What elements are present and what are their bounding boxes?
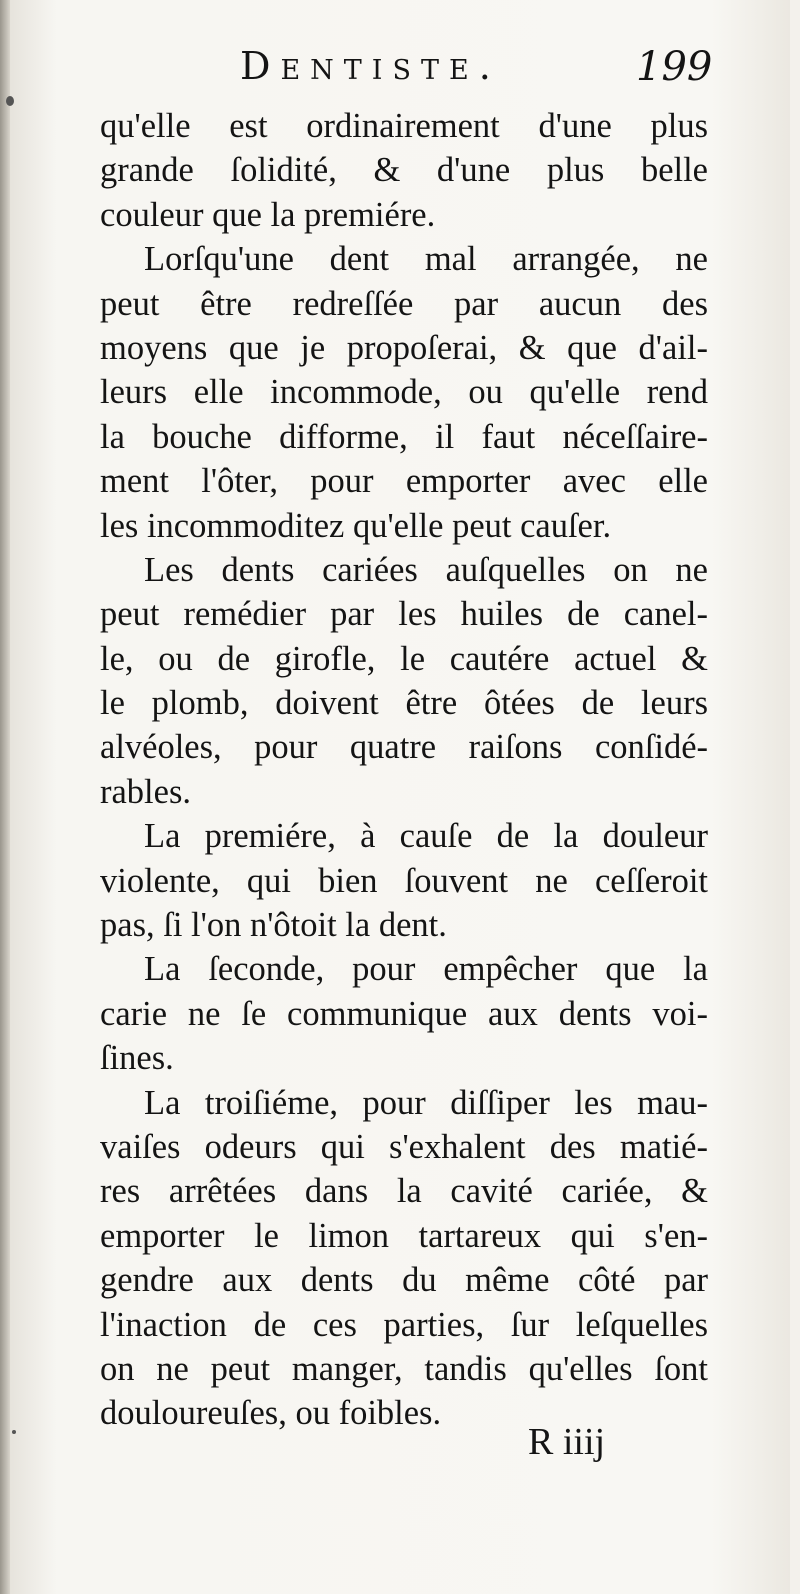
text-line: Lorſqu'une dent mal arrangée, ne bbox=[144, 240, 708, 279]
text-line: moyens que je propoſerai, & que d'ail- bbox=[100, 328, 708, 367]
text-line: ſines. bbox=[100, 1039, 174, 1078]
text-line: qu'elle est ordinairement d'une plus bbox=[100, 107, 708, 145]
text-line: vaiſes odeurs qui s'exhalent des matié- bbox=[100, 1127, 708, 1166]
text-line: ment l'ôter, pour emporter avec elle bbox=[100, 462, 708, 501]
paragraph bbox=[100, 237, 708, 548]
text-line: gendre aux dents du même côté par bbox=[100, 1261, 708, 1300]
paragraph bbox=[100, 814, 708, 947]
text-line: Les dents cariées auſquelles on ne bbox=[144, 550, 708, 589]
paragraph bbox=[100, 947, 708, 1080]
text-line: la bouche difforme, il faut néceſſaire- bbox=[100, 417, 708, 456]
text-line: pas, ſi l'on n'ôtoit la dent. bbox=[100, 906, 447, 945]
text-line: violente, qui bien ſouvent ne ceſſeroit bbox=[100, 861, 708, 900]
text-line: La premiére, à cauſe de la douleur bbox=[144, 817, 708, 856]
text-line: carie ne ſe communique aux dents voi- bbox=[100, 994, 708, 1033]
signature-mark: R iiij bbox=[528, 1421, 606, 1463]
text-line: peut remédier par les huiles de canel- bbox=[100, 595, 708, 634]
text-line: alvéoles, pour quatre raiſons conſidé- bbox=[100, 728, 708, 767]
text-line: le plomb, doivent être ôtées de leurs bbox=[100, 684, 708, 723]
text-line: emporter le limon tartareux qui s'en- bbox=[100, 1216, 708, 1255]
page-header bbox=[0, 44, 800, 104]
text-line: rables. bbox=[100, 772, 192, 811]
text-line: l'inaction de ces parties, ſur leſquelles bbox=[100, 1305, 708, 1344]
text-line: res arrêtées dans la cavité cariée, & bbox=[100, 1172, 708, 1211]
text-line: grande ſolidité, & d'une plus belle bbox=[100, 151, 708, 190]
text-line: La ſeconde, pour empêcher que la bbox=[144, 950, 708, 989]
text-line: leurs elle incommode, ou qu'elle rend bbox=[100, 373, 708, 412]
margin-speck bbox=[12, 1430, 16, 1434]
body-text bbox=[100, 104, 708, 1436]
page-edge bbox=[0, 0, 10, 1594]
margin-speck bbox=[6, 96, 14, 106]
text-line: douloureuſes, ou foibles. bbox=[100, 1394, 442, 1433]
text-line: peut être redreſſée par aucun des bbox=[100, 284, 708, 323]
text-line: couleur que la premiére. bbox=[100, 195, 436, 234]
running-title: Dentiste. bbox=[240, 44, 501, 88]
paragraph bbox=[100, 1081, 708, 1436]
page-number: 199 bbox=[636, 44, 713, 90]
paragraph bbox=[100, 548, 708, 814]
text-line: les incommoditez qu'elle peut cauſer. bbox=[100, 506, 612, 545]
text-line: on ne peut manger, tandis qu'elles ſont bbox=[100, 1349, 708, 1388]
text-line: le, ou de girofle, le cautére actuel & bbox=[100, 639, 708, 678]
text-line: La troiſiéme, pour diſſiper les mau- bbox=[144, 1083, 708, 1122]
paragraph bbox=[100, 104, 708, 237]
